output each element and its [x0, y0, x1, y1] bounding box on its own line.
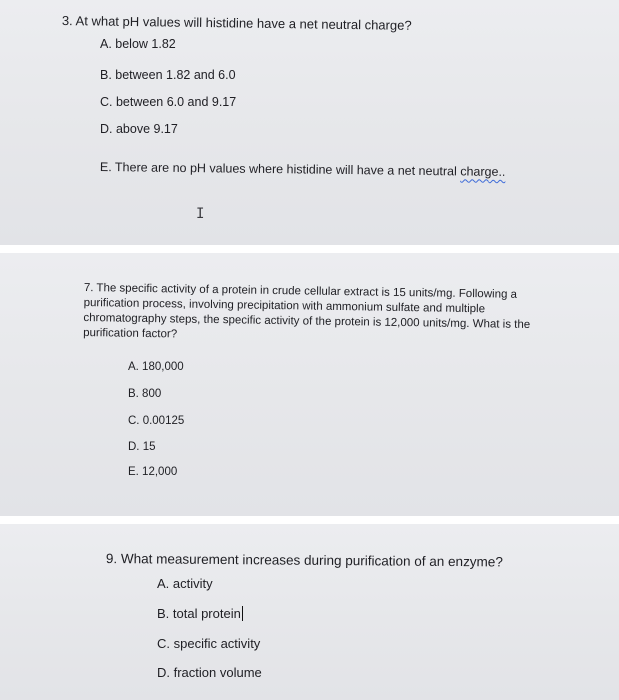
question-9-option-c[interactable]: C. specific activity [157, 636, 261, 651]
question-9-option-b[interactable] [157, 606, 243, 621]
question-7-panel [0, 253, 619, 516]
question-9-option-d[interactable]: D. fraction volume [157, 665, 262, 680]
text-cursor-icon: I [196, 206, 205, 222]
question-7-option-e[interactable]: E. 12,000 [128, 466, 178, 478]
question-7-option-b[interactable]: B. 800 [128, 388, 162, 400]
question-7-option-c[interactable]: C. 0.00125 [128, 415, 185, 427]
question-9-text: 9. What measurement increases during purification of an enzyme? [105, 550, 503, 570]
question-7-text [83, 281, 619, 349]
question-3-option-e-text: E. There are no pH values where histidine will have a net neutral [99, 160, 461, 179]
question-7-line-3: chromatography steps, the specific activity of the protein is 12,000 units/mg. What is the [83, 311, 531, 332]
question-3-option-c[interactable]: C. between 6.0 and 9.17 [100, 95, 237, 109]
question-7-line-2: purification process, involving precipitation with ammonium sulfate and multiple [83, 296, 486, 316]
question-9-option-b-text: B. total protein [157, 606, 241, 621]
question-9-panel [0, 524, 619, 700]
spellcheck-underlined-word: charge.. [460, 164, 506, 179]
question-9-option-a[interactable]: A. activity [157, 576, 213, 591]
question-3-option-a[interactable]: A. below 1.82 [100, 37, 176, 51]
question-7-line-4: purification factor? [83, 326, 178, 341]
question-7-option-d[interactable]: D. 15 [128, 441, 156, 453]
question-3-option-d[interactable]: D. above 9.17 [100, 122, 178, 136]
question-7-option-a[interactable]: A. 180,000 [128, 361, 184, 373]
text-caret-icon [242, 606, 243, 621]
question-3-panel [0, 0, 619, 245]
question-3-text: 3. At what pH values will histidine have a net neutral charge? [61, 12, 412, 33]
question-7-line-1: 7. The specific activity of a protein in crude cellular extract is 15 units/mg. Following a [83, 281, 518, 301]
question-3-option-e[interactable] [100, 160, 506, 179]
question-3-option-b[interactable]: B. between 1.82 and 6.0 [100, 68, 236, 82]
